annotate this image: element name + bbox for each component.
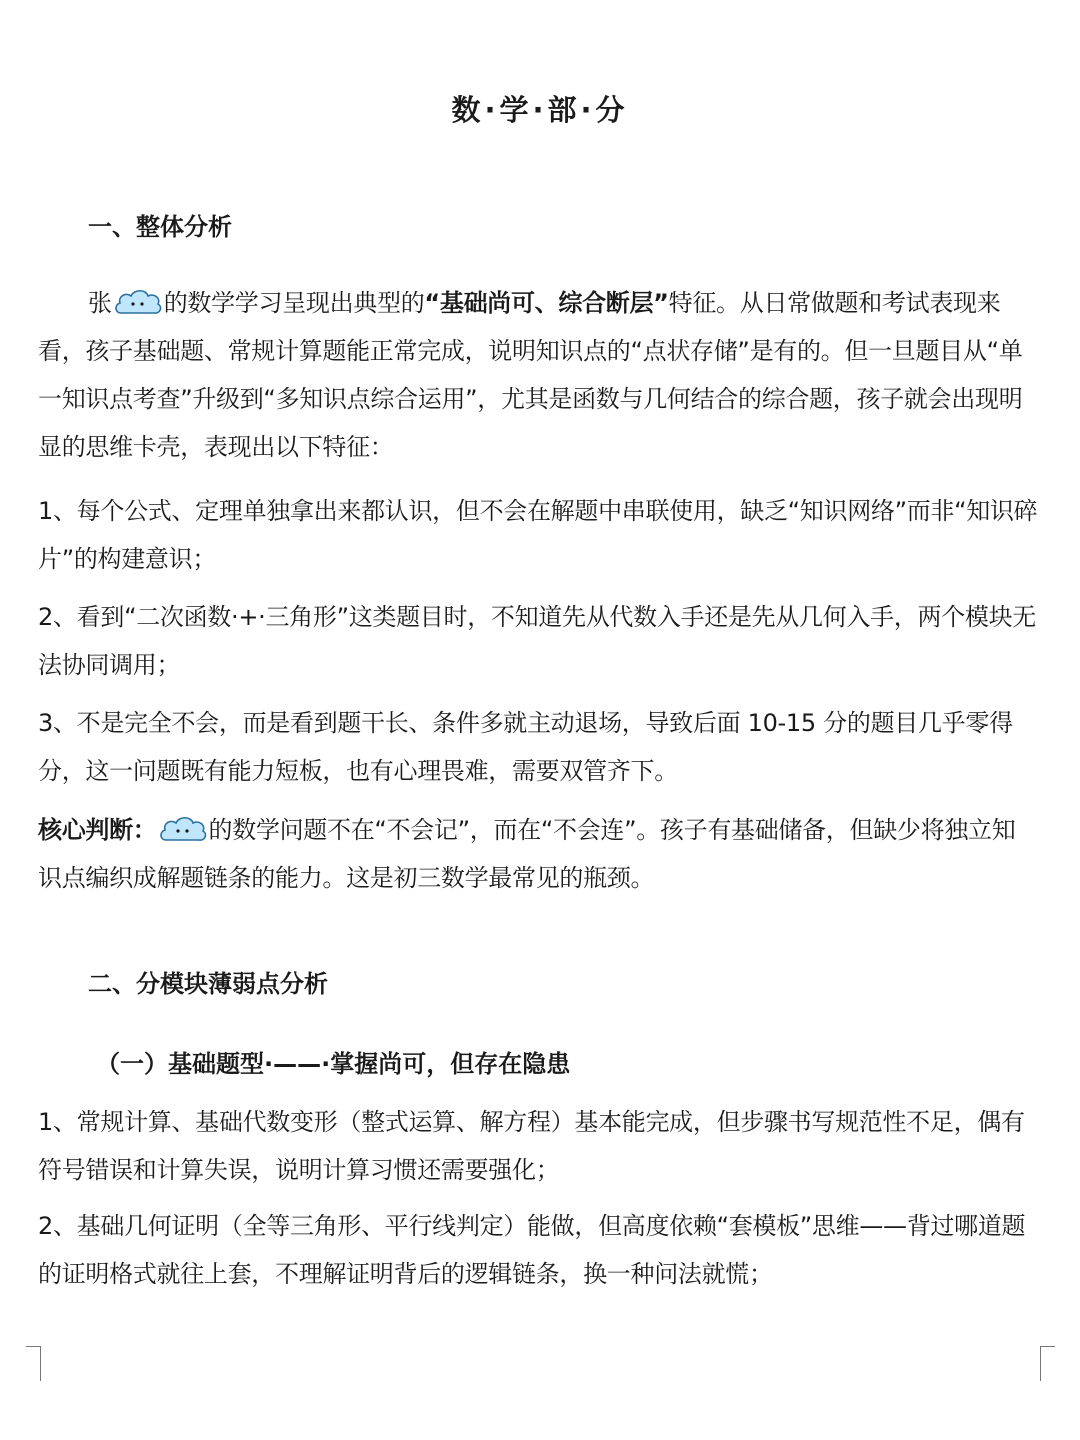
list-item: 2、看到“二次函数·+·三角形”这类题目时，不知道先从代数入手还是先从几何入手，两个模块无法协同调用； (38, 603, 1037, 679)
section-heading-overall: 一、整体分析 (88, 213, 232, 241)
intro-text-a: 的数学学习呈现出典型的 (163, 289, 425, 317)
intro-paragraph (38, 279, 1038, 471)
cloud-sticker-icon (158, 814, 208, 844)
subsection-heading-basic: （一）基础题型·——·掌握尚可，但存在隐患 (96, 1050, 571, 1078)
intro-bold-phrase: “基础尚可、综合断层” (424, 289, 669, 317)
intro-text-b: 特征。从日常做题和考试表现来看，孩子基础题、常规计算题能正常完成，说明知识点的“点状存储”是有的。但一旦题目从“单一知识点考查”升级到“多知识点综合运用”，尤其是函数与几何结合的综合题，孩子就会出现明显的思维卡壳，表现出以下特征： (38, 289, 1023, 461)
list-item: 2、基础几何证明（全等三角形、平行线判定）能做，但高度依赖“套模板”思维——背过哪道题的证明格式就往上套，不理解证明背后的逻辑链条，换一种问法就慌； (38, 1212, 1026, 1288)
list-item: 1、常规计算、基础代数变形（整式运算、解方程）基本能完成，但步骤书写规范性不足，偶有符号错误和计算失误，说明计算习惯还需要强化； (38, 1108, 1025, 1184)
page-corner-mark-right (1040, 1346, 1055, 1381)
core-judgment-label: 核心判断： (38, 816, 157, 844)
page-corner-mark-left (26, 1346, 41, 1381)
core-judgment-paragraph (38, 806, 1038, 902)
list-item: 3、不是完全不会，而是看到题干长、条件多就主动退场，导致后面 10-15 分的题目几乎零得分，这一问题既有能力短板，也有心理畏难，需要双管齐下。 (38, 709, 1013, 785)
page-title: 数·学·部·分 (451, 93, 629, 127)
core-judgment-text: 的数学问题不在“不会记”，而在“不会连”。孩子有基础储备，但缺少将独立知识点编织成解题链条的能力。这是初三数学最常见的瓶颈。 (38, 816, 1016, 892)
cloud-sticker-icon (113, 287, 163, 317)
intro-name-prefix: 张 (88, 289, 112, 317)
list-item: 1、每个公式、定理单独拿出来都认识，但不会在解题中串联使用，缺乏“知识网络”而非“知识碎片”的构建意识； (38, 497, 1038, 573)
section-heading-modules: 二、分模块薄弱点分析 (88, 970, 328, 998)
